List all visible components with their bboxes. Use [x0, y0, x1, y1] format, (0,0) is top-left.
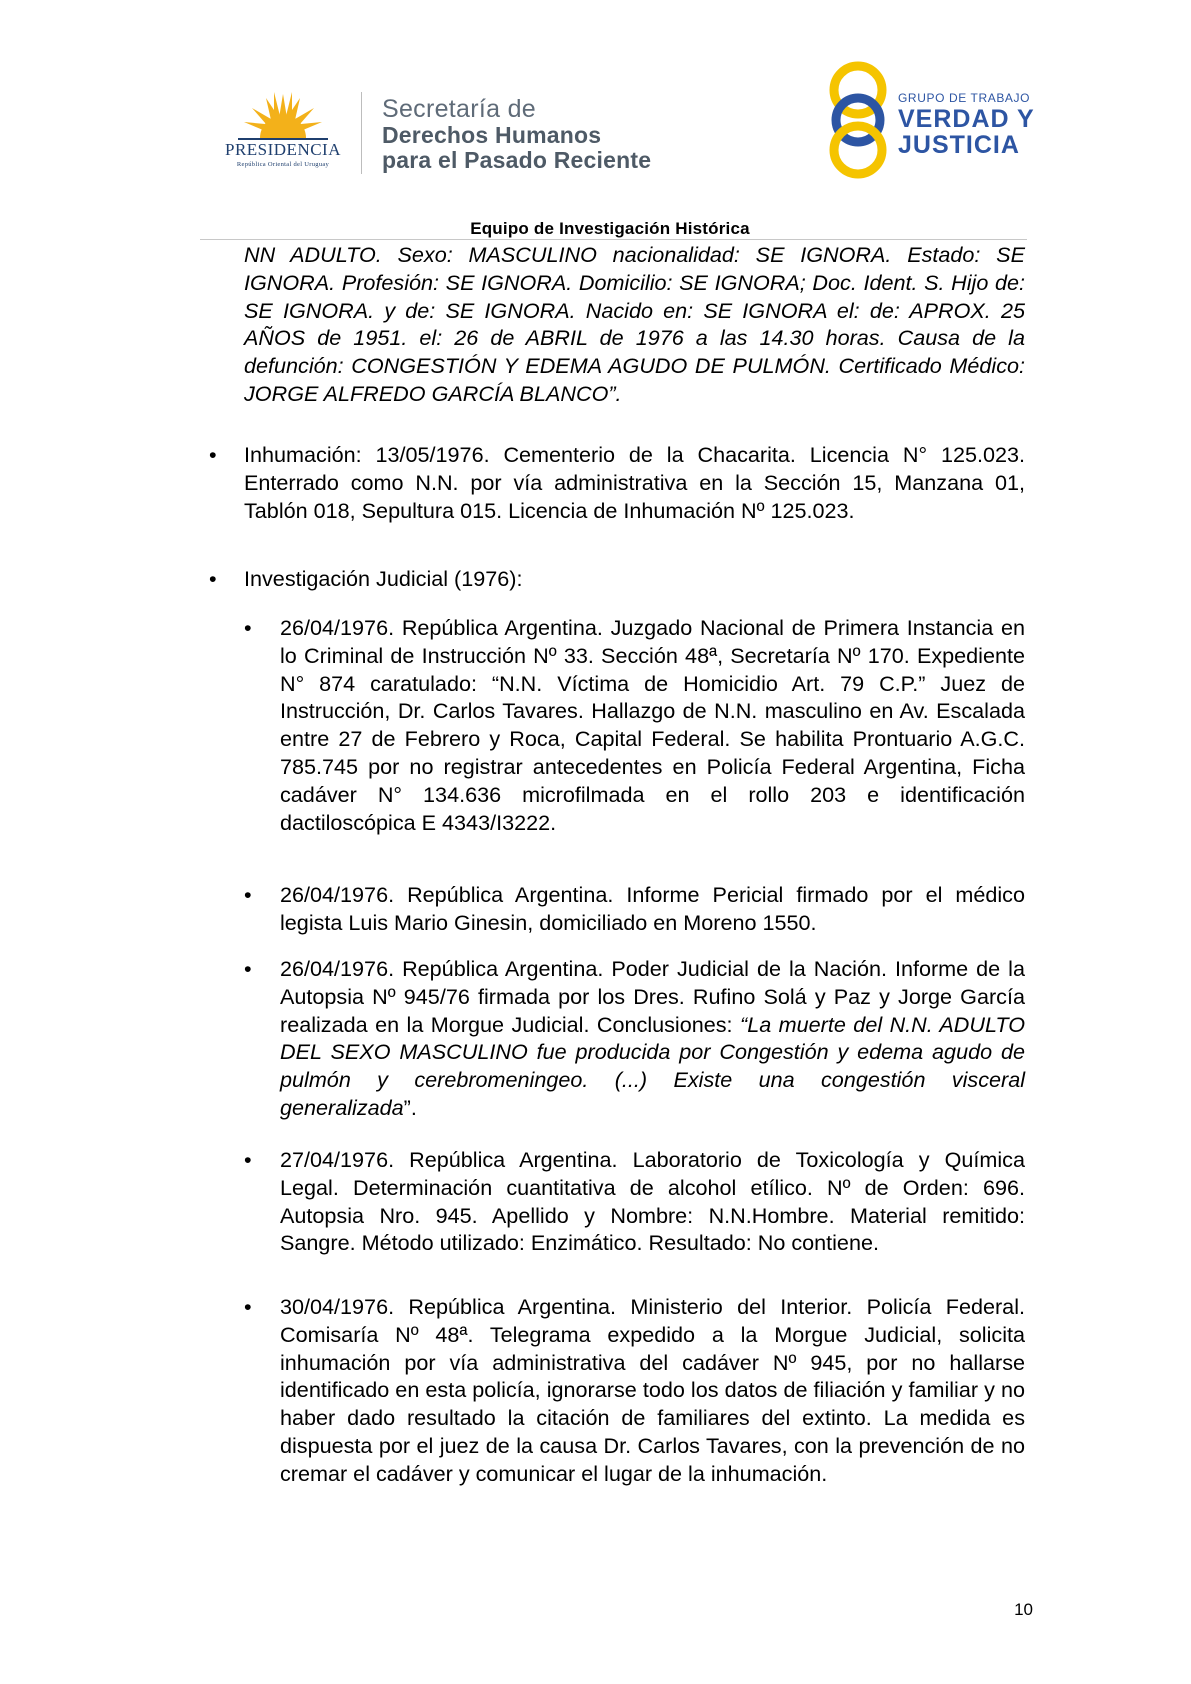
- bullet: •: [244, 882, 252, 907]
- header-rule: [200, 239, 1027, 240]
- sub-list-item-text: [280, 955, 1025, 1122]
- page-header: [0, 0, 1191, 240]
- grupo-line-2: VERDAD Y: [898, 105, 1035, 133]
- bullet: •: [244, 1294, 252, 1319]
- header-divider: [361, 92, 362, 174]
- list-item-text: Inhumación: 13/05/1976. Cementerio de la Chacarita. Licencia N° 125.023. Enterrado como N.N. por vía administrativa en la Sección 15, Manzana 01, Tablón 018, Sepultura 015. Licencia de Inhumación Nº 125.023.: [244, 442, 1025, 523]
- sun-icon: [208, 88, 358, 144]
- bullet: •: [244, 956, 252, 981]
- quoted-conclusion: “La muerte del N.N. ADULTO DEL SEXO MASCULINO fue producida por Congestión y edema agudo de pulmón y cerebromeningeo. (...) Existe una congestión visceral generalizada: [280, 1011, 1025, 1120]
- bullet: •: [244, 1147, 252, 1172]
- verdad-justicia-text: [898, 92, 1035, 158]
- secretaria-line-2: Derechos Humanos: [382, 122, 602, 148]
- secretaria-line-3: para el Pasado Reciente: [382, 147, 652, 173]
- sub-list-item-text: 26/04/1976. República Argentina. Informe Pericial firmado por el médico legista Luis Mario Ginesin, domiciliado en Moreno 1550.: [280, 882, 1025, 935]
- secretaria-line-1: Secretaría de: [382, 95, 536, 123]
- sub-list-item-text: 26/04/1976. República Argentina. Juzgado Nacional de Primera Instancia en lo Criminal de Instrucción Nº 33. Sección 48ª, Secretaría Nº 170. Expediente N° 874 caratulado: “N.N. Víctima de Homicidio Art. 79 C.P.” Juez de Instrucción, Dr. Carlos Tavares. Hallazgo de N.N. masculino en Av. Escalada entre 27 de Febrero y Roca, Capital Federal. Se habilita Prontuario A.G.C. 785.745 por no registrar antecedentes en Policía Federal Argentina, Ficha cadáver N° 134.636 microfilmada en el rollo 203 e identificación dactiloscópica E 4343/I3222.: [280, 615, 1025, 835]
- secretaria-title: [382, 97, 651, 172]
- grupo-line-3: JUSTICIA: [898, 130, 1020, 159]
- presidencia-subtitle: República Oriental del Uruguay: [236, 161, 330, 168]
- bullet: •: [209, 442, 217, 467]
- verdad-justicia-logo: [822, 58, 1035, 182]
- list-item-text: Investigación Judicial (1976):: [244, 566, 523, 591]
- bullet: •: [209, 566, 217, 591]
- text-run: ”.: [403, 1094, 417, 1120]
- equipo-title: Equipo de Investigación Histórica: [470, 219, 750, 238]
- text-run: 26/04/1976. República Argentina. Poder Judicial de la Nación. Informe de la Autopsia Nº 945/76 firmada por los Dres. Rufino Solá y Paz y Jorge García realizada en la Morgue Judicial. Conclusiones:: [280, 956, 1025, 1037]
- page-number: 10: [1014, 1600, 1033, 1619]
- rings-icon: [822, 58, 894, 182]
- sub-list-item-text: 30/04/1976. República Argentina. Ministerio del Interior. Policía Federal. Comisaría Nº 48ª. Telegrama expedido a la Morgue Judicial, solicita inhumación por vía administrativa del cadáver Nº 945, por no hallarse identificado en esta policía, ignorarse todo los datos de filiación y familiar y no haber dado resultado la citación de familiares del extinto. La medida es dispuesta por el juez de la causa Dr. Carlos Tavares, con la prevención de no cremar el cadáver y comunicar el lugar de la inhumación.: [280, 1294, 1025, 1486]
- grupo-line-1: GRUPO DE TRABAJO: [898, 91, 1031, 105]
- intro-paragraph: NN ADULTO. Sexo: MASCULINO nacionalidad: SE IGNORA. Estado: SE IGNORA. Profesión: SE IGNORA. Domicilio: SE IGNORA; Doc. Ident. S. Hijo de: SE IGNORA. y de: SE IGNORA. Nacido en: SE IGNORA el: de: APROX. 25 AÑOS de 1951. el: 26 de ABRIL de 1976 a las 14.30 horas. Causa de la defunción: CONGESTIÓN Y EDEMA AGUDO DE PULMÓN. Certificado Médico: JORGE ALFREDO GARCÍA BLANCO”.: [244, 242, 1025, 406]
- sub-list-item-text: 27/04/1976. República Argentina. Laboratorio de Toxicología y Química Legal. Determinación cuantitativa de alcohol etílico. Nº de Orden: 696. Autopsia Nro. 945. Apellido y Nombre: N.N.Hombre. Material remitido: Sangre. Método utilizado: Enzimático. Resultado: No contiene.: [280, 1147, 1025, 1256]
- bullet: •: [244, 615, 252, 640]
- presidencia-logo: [208, 88, 358, 178]
- presidencia-name: PRESIDENCIA: [224, 140, 341, 159]
